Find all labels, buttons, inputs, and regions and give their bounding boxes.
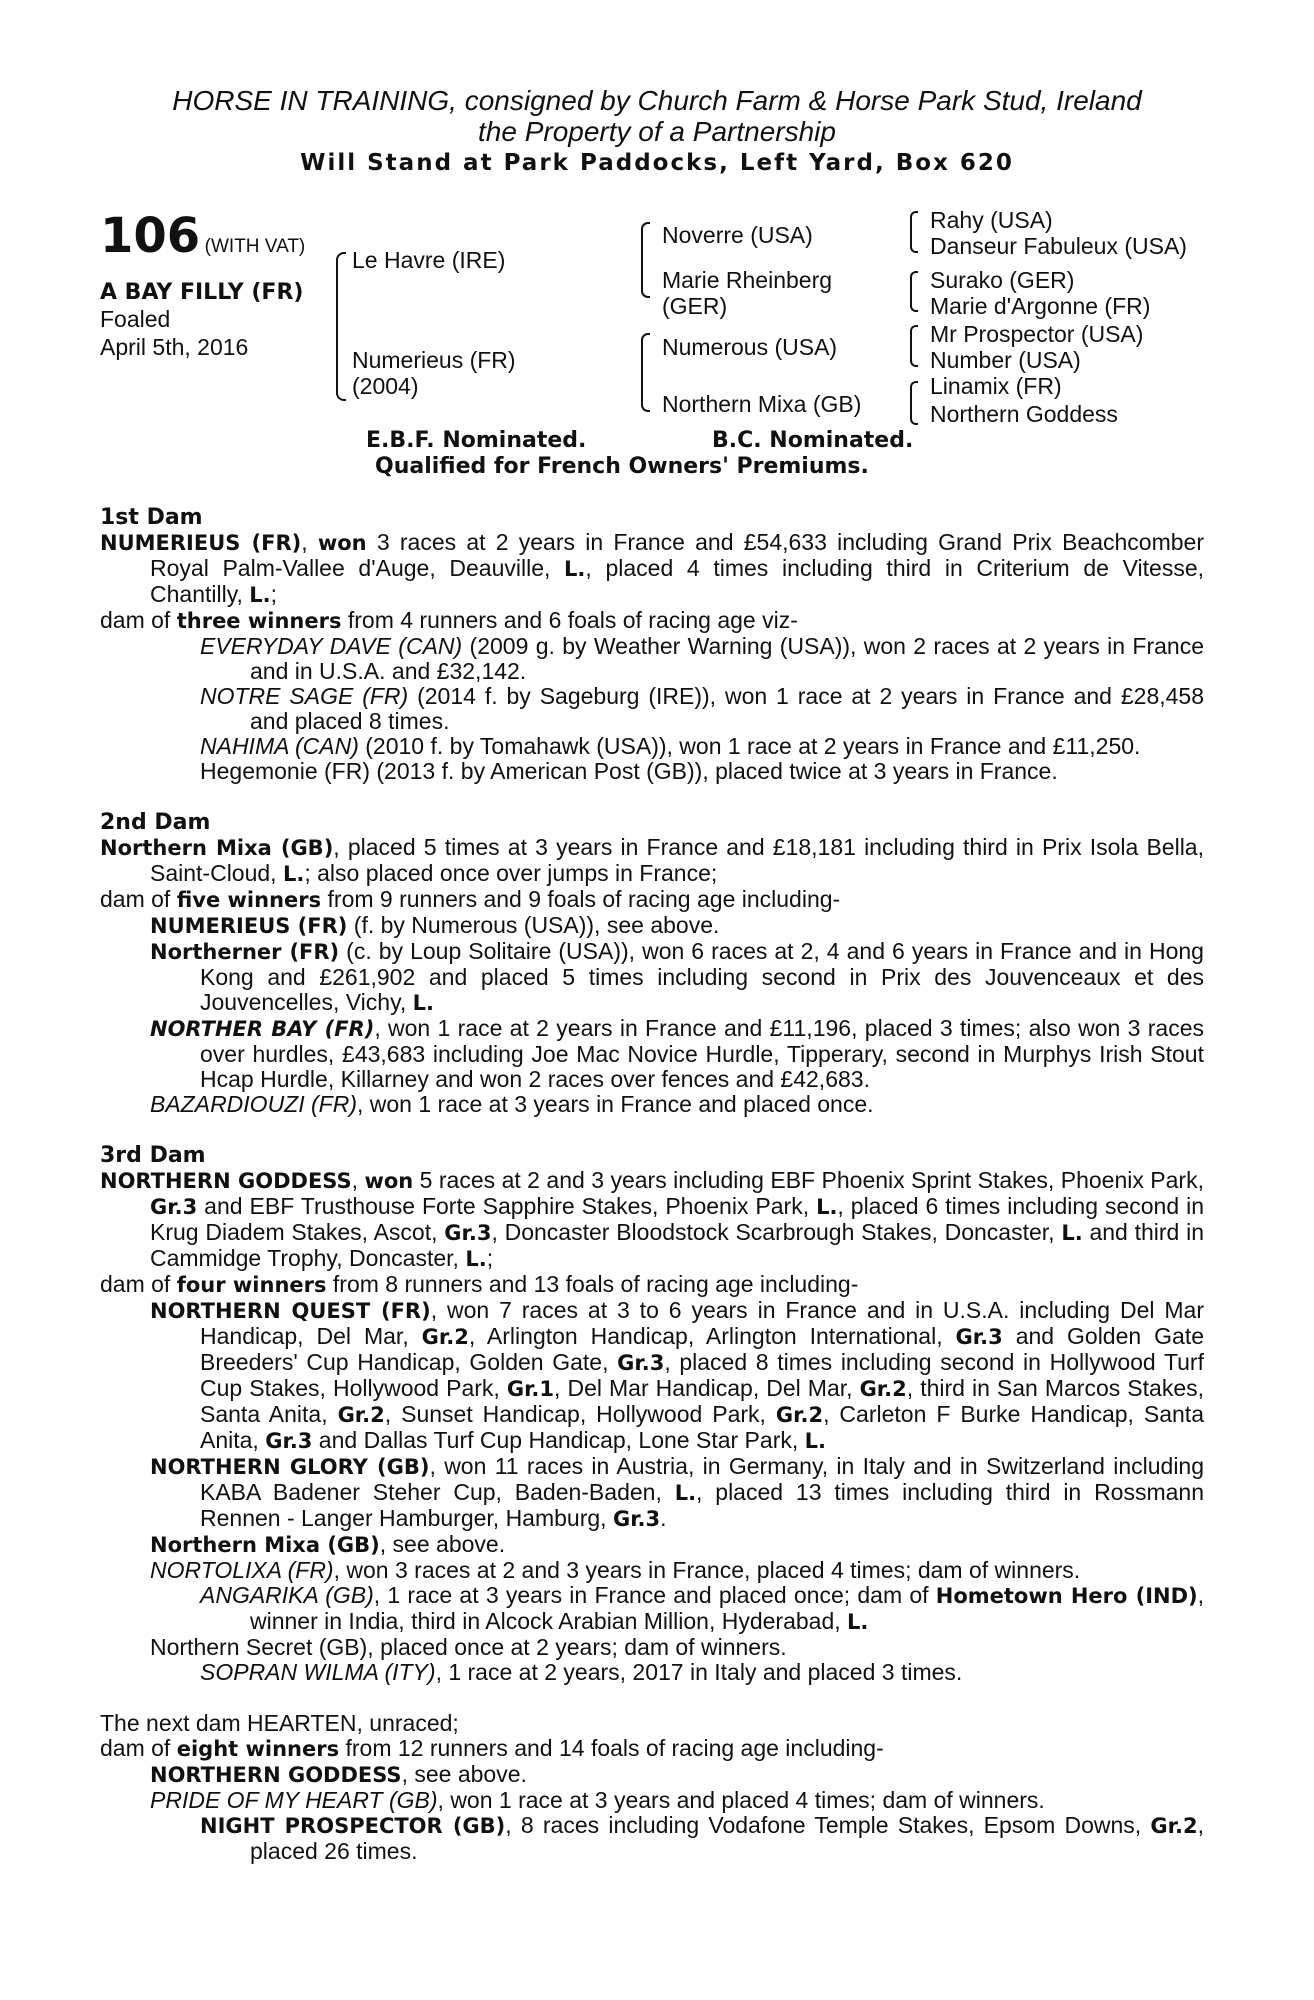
produce-text: , placed 13 times including third in Rossmann Rennen - Langer Hamburger, Hamburg, — [200, 1479, 1205, 1531]
produce-name: NORTHERN GODDESS — [150, 1763, 402, 1787]
group-mark: Gr.3 — [150, 1195, 198, 1219]
group-mark: Gr.2 — [775, 1403, 824, 1427]
dam-of-rest: from 9 runners and 9 foals of racing age including- — [321, 886, 841, 912]
ped-dds: Linamix (FR) — [930, 373, 1062, 399]
third-dam-produce-glory — [100, 1454, 1204, 1532]
group-mark: Gr.3 — [612, 1507, 661, 1531]
ped-sds: Surako (GER) — [930, 267, 1075, 293]
third-dam-name: NORTHERN GODDESS — [100, 1169, 352, 1193]
first-dam-text-2: , placed 4 times including third in Criterium de Vitesse, Chantilly, — [150, 555, 1204, 607]
produce-text: , won 1 race at 3 years and placed 4 times; dam of winners. — [437, 1787, 1045, 1813]
dam-of: dam of — [100, 607, 177, 633]
ped-dam: Numerieus (FR) — [352, 347, 516, 373]
first-dam-entry: NUMERIEUS (FR), won 3 races at 2 years in France and £54,633 including Grand Prix Beachcomber Royal Palm-Vallee d'Auge, Deauville, L., placed 4 times including third in Criterium de Vitesse, Chantilly, L.; — [100, 529, 1204, 607]
listed-mark: L. — [412, 991, 435, 1015]
produce-name: Hometown Hero (IND) — [935, 1584, 1198, 1608]
bc-nominated: B.C. Nominated. — [712, 428, 914, 453]
first-dam-name: NUMERIEUS (FR) — [100, 531, 302, 555]
listed-mark: L. — [249, 583, 271, 607]
produce-text: (c. by Loup Solitaire (USA)), won 6 races at 2, 4 and 6 years in France and in Hong Kong and £261,902 and placed 5 times including second in Prix des Jouvenceaux et des Jouvencelles, Vichy, — [200, 938, 1204, 1015]
produce-text: , won 7 races at 3 to 6 years in France and in U.S.A. including Del Mar Handicap, Del Mar, — [200, 1297, 1204, 1349]
second-dam-text-2: ; also placed once over jumps in France; — [304, 860, 718, 886]
winners-count: eight winners — [176, 1737, 340, 1761]
group-mark: Gr.1 — [506, 1377, 555, 1401]
ped-sire-sire: Noverre (USA) — [662, 222, 813, 248]
produce-text: and Golden Gate Breeders' Cup Handicap, Golden Gate, — [200, 1323, 1204, 1375]
produce-text: , Sunset Handicap, Hollywood Park, — [384, 1401, 776, 1427]
third-dam-heading: 3rd Dam — [100, 1143, 206, 1168]
produce-text: , Carleton F Burke Handicap, Santa Anita, — [200, 1401, 1204, 1453]
brace-sire-parents — [641, 222, 650, 298]
produce-text: , placed 8 times including second in Hollywood Turf Cup Stakes, Hollywood Park, — [200, 1349, 1204, 1401]
produce-text: Hegemonie (FR) (2013 f. by American Post (GB)), placed twice at 3 years in France. — [200, 758, 1058, 784]
next-dam-intro: The next dam HEARTEN, unraced; — [100, 1710, 459, 1736]
ped-sire-dam-1: Marie Rheinberg — [662, 267, 833, 293]
brace-ss — [910, 211, 918, 253]
listed-mark: L. — [1061, 1221, 1083, 1245]
third-dam-produce-summary — [100, 1272, 1204, 1298]
brace-dd — [910, 381, 918, 425]
second-dam-heading: 2nd Dam — [100, 810, 211, 835]
ped-ddd: Northern Goddess — [930, 401, 1118, 427]
next-dam-produce-1 — [100, 1762, 1204, 1788]
horse-name: A BAY FILLY (FR) — [100, 280, 304, 305]
listed-mark: L. — [674, 1481, 697, 1505]
ped-dam-dam: Northern Mixa (GB) — [662, 391, 862, 417]
listed-mark: L. — [564, 557, 586, 581]
produce-text: , third in San Marcos Stakes, Santa Anita, — [200, 1375, 1204, 1427]
group-mark: Gr.2 — [859, 1377, 907, 1401]
header-line-3: Will Stand at Park Paddocks, Left Yard, Box 620 — [300, 150, 1014, 176]
second-dam-name: Northern Mixa (GB) — [100, 836, 334, 860]
produce-text: (f. by Numerous (USA)), see above. — [347, 912, 720, 938]
brace-dam-parents — [641, 333, 650, 412]
brace-sire-dam — [336, 252, 346, 401]
lot-number: 106 — [100, 208, 201, 264]
dam-of-rest: from 12 runners and 14 foals of racing age including- — [339, 1735, 884, 1761]
group-mark: Gr.3 — [265, 1429, 313, 1453]
produce-text: (2010 f. by Tomahawk (USA)), won 1 race at 2 years in France and £11,250. — [358, 733, 1141, 759]
next-dam-produce-2 — [100, 1788, 1204, 1813]
ped-dsd: Number (USA) — [930, 347, 1081, 373]
produce-name: ANGARIKA (GB) — [200, 1582, 374, 1608]
third-dam-text: and third in Cammidge Trophy, Doncaster, — [150, 1219, 1204, 1271]
third-dam-produce-angarika — [100, 1583, 1204, 1635]
first-dam-produce-1 — [100, 634, 1204, 684]
winners-count: four winners — [176, 1273, 327, 1297]
produce-name: PRIDE OF MY HEART (GB) — [150, 1787, 438, 1813]
produce-text: , placed 26 times. — [250, 1812, 1204, 1864]
produce-text: , 8 races including Vodafone Temple Stakes, Epsom Downs, — [505, 1812, 1151, 1838]
group-mark: Gr.3 — [444, 1221, 492, 1245]
third-dam-text: , placed 6 times including second in Krug Diadem Stakes, Ascot, — [150, 1193, 1204, 1245]
group-mark: Gr.3 — [617, 1351, 665, 1375]
produce-text: and Dallas Turf Cup Handicap, Lone Star Park, — [312, 1427, 805, 1453]
produce-text: , Del Mar Handicap, Del Mar, — [554, 1375, 860, 1401]
french-premiums: Qualified for French Owners' Premiums. — [375, 454, 869, 479]
produce-name: NORTOLIXA (FR) — [150, 1557, 334, 1583]
produce-text: , 1 race at 3 years in France and placed once; dam of — [373, 1582, 936, 1608]
produce-text: , see above. — [379, 1531, 506, 1557]
ped-sire-dam-2: (GER) — [662, 293, 728, 319]
produce-text: , 1 race at 2 years, 2017 in Italy and placed 3 times. — [435, 1659, 963, 1685]
produce-name: NOTRE SAGE (FR) — [200, 683, 409, 709]
listed-mark: L. — [282, 862, 305, 886]
third-dam-text: ; — [486, 1245, 494, 1271]
produce-name: NORTHER BAY (FR) — [150, 1017, 375, 1041]
third-dam-produce-mixa — [100, 1532, 1204, 1558]
produce-text: , Arlington Handicap, Arlington International, — [468, 1323, 956, 1349]
produce-name: Northern Mixa (GB) — [150, 1533, 380, 1557]
third-dam-entry: NORTHERN GODDESS, won 5 races at 2 and 3 years including EBF Phoenix Sprint Stakes, Phoenix Park, Gr.3 and EBF Trusthouse Forte Sapphire Stakes, Phoenix Park, L., placed 6 times including second in Krug Diadem Stakes, Ascot, Gr.3, Doncaster Bloodstock Scarbrough Stakes, Doncaster, L. and third in Cammidge Trophy, Doncaster, L.; — [100, 1167, 1204, 1271]
second-dam-entry — [100, 835, 1204, 887]
produce-text: . — [660, 1505, 667, 1531]
ped-dss: Mr Prospector (USA) — [930, 321, 1144, 347]
foaled-date: April 5th, 2016 — [100, 334, 249, 360]
ped-ssd: Danseur Fabuleux (USA) — [930, 233, 1187, 259]
third-dam-won: won — [364, 1169, 414, 1193]
winners-count: five winners — [176, 888, 322, 912]
brace-ds — [910, 325, 918, 367]
catalogue-body — [100, 505, 1204, 1864]
produce-name: SOPRAN WILMA (ITY) — [200, 1659, 436, 1685]
first-dam-won: won — [317, 531, 367, 555]
produce-name: NAHIMA (CAN) — [200, 733, 359, 759]
third-dam-text: 5 races at 2 and 3 years including EBF Phoenix Sprint Stakes, Phoenix Park, — [413, 1167, 1204, 1193]
ped-sire: Le Havre (IRE) — [352, 247, 506, 273]
group-mark: Gr.2 — [337, 1403, 385, 1427]
produce-text: , won 11 races in Austria, in Germany, in Italy and in Switzerland including KABA Badener Steher Cup, Baden-Baden, — [200, 1453, 1205, 1505]
first-dam-heading: 1st Dam — [100, 505, 203, 530]
second-dam-produce-summary — [100, 887, 1204, 913]
dam-of-rest: from 8 runners and 13 foals of racing age including- — [326, 1271, 859, 1297]
produce-name: Northerner (FR) — [150, 940, 340, 964]
third-dam-produce-wilma — [100, 1660, 1204, 1685]
next-dam-produce-3 — [100, 1813, 1204, 1864]
produce-text: (2009 g. by Weather Warning (USA)), won 2 races at 2 years in France and in U.S.A. and £32,142. — [250, 633, 1204, 684]
first-dam-produce-4 — [100, 759, 1204, 784]
ped-sss: Rahy (USA) — [930, 207, 1053, 233]
produce-text: (2014 f. by Sageburg (IRE)), won 1 race at 2 years in France and £28,458 and placed 8 times. — [250, 683, 1205, 734]
produce-text: , won 1 race at 3 years in France and placed once. — [357, 1091, 874, 1117]
second-dam-produce-2 — [100, 939, 1204, 1016]
third-dam-text: and EBF Trusthouse Forte Sapphire Stakes, Phoenix Park, — [197, 1193, 817, 1219]
listed-mark: L. — [847, 1610, 869, 1634]
listed-mark: L. — [804, 1429, 826, 1453]
ped-dam-year: (2004) — [352, 373, 419, 399]
produce-text: , won 3 races at 2 and 3 years in France, placed 4 times; dam of winners. — [333, 1557, 1081, 1583]
first-dam-produce-2 — [100, 684, 1204, 734]
third-dam-text: , Doncaster Bloodstock Scarbrough Stakes, Doncaster, — [491, 1219, 1062, 1245]
group-mark: Gr.2 — [1150, 1814, 1198, 1838]
ped-sdd: Marie d'Argonne (FR) — [930, 293, 1151, 319]
lot-block — [100, 208, 305, 264]
produce-text: , won 1 race at 2 years in France and £11,196, placed 3 times; also won 3 races over hurdles, £43,683 including Joe Mac Novice Hurdle, Tipperary, second in Murphys Irish Stout Hcap Hurdle, Killarney and won 2 races over fences and £42,683. — [200, 1015, 1204, 1092]
produce-text: , winner in India, third in Alcock Arabian Million, Hyderabad, — [250, 1582, 1205, 1634]
produce-name: NUMERIEUS (FR) — [150, 914, 348, 938]
second-dam-produce-1 — [100, 913, 1204, 939]
group-mark: Gr.2 — [421, 1325, 469, 1349]
first-dam-text-3: ; — [270, 581, 278, 607]
winners-count: three winners — [176, 609, 342, 633]
brace-sd — [910, 271, 918, 312]
third-dam-produce-nortolixa — [100, 1558, 1204, 1583]
second-dam-produce-3 — [100, 1016, 1204, 1092]
dam-of: dam of — [100, 1271, 177, 1297]
dam-of-rest: from 4 runners and 6 foals of racing age viz- — [341, 607, 798, 633]
first-dam-produce-3 — [100, 734, 1204, 759]
third-dam-produce-quest — [100, 1298, 1204, 1454]
header-line-2: the Property of a Partnership — [478, 116, 836, 147]
produce-text: , see above. — [401, 1761, 527, 1787]
listed-mark: L. — [816, 1195, 838, 1219]
dam-of: dam of — [100, 886, 177, 912]
second-dam-produce-4 — [100, 1092, 1204, 1117]
ebf-nominated: E.B.F. Nominated. — [366, 428, 587, 453]
produce-name: BAZARDIOUZI (FR) — [150, 1091, 357, 1117]
foaled-label: Foaled — [100, 306, 171, 332]
produce-text: Northern Secret (GB), placed once at 2 years; dam of winners. — [150, 1634, 787, 1660]
produce-name: NIGHT PROSPECTOR (GB) — [200, 1814, 506, 1838]
listed-mark: L. — [465, 1247, 487, 1271]
produce-name: NORTHERN GLORY (GB) — [150, 1455, 430, 1479]
lot-vat: (WITH VAT) — [204, 236, 306, 257]
dam-of: dam of — [100, 1735, 177, 1761]
third-dam-produce-secret — [100, 1635, 1204, 1660]
next-dam-produce-summary — [100, 1736, 1204, 1762]
ped-dam-sire: Numerous (USA) — [662, 334, 838, 360]
group-mark: Gr.3 — [955, 1325, 1003, 1349]
second-dam-text: , placed 5 times at 3 years in France and £18,181 including third in Prix Isola Bella, Saint-Cloud, — [150, 834, 1204, 886]
first-dam-text: 3 races at 2 years in France and £54,633 including Grand Prix Beachcomber Royal Palm-Vallee d'Auge, Deauville, — [150, 529, 1204, 581]
header-line-1: HORSE IN TRAINING, consigned by Church Farm & Horse Park Stud, Ireland — [172, 85, 1142, 116]
produce-name: EVERYDAY DAVE (CAN) — [200, 633, 463, 659]
first-dam-produce-summary — [100, 608, 1204, 634]
produce-name: NORTHERN QUEST (FR) — [150, 1299, 431, 1323]
